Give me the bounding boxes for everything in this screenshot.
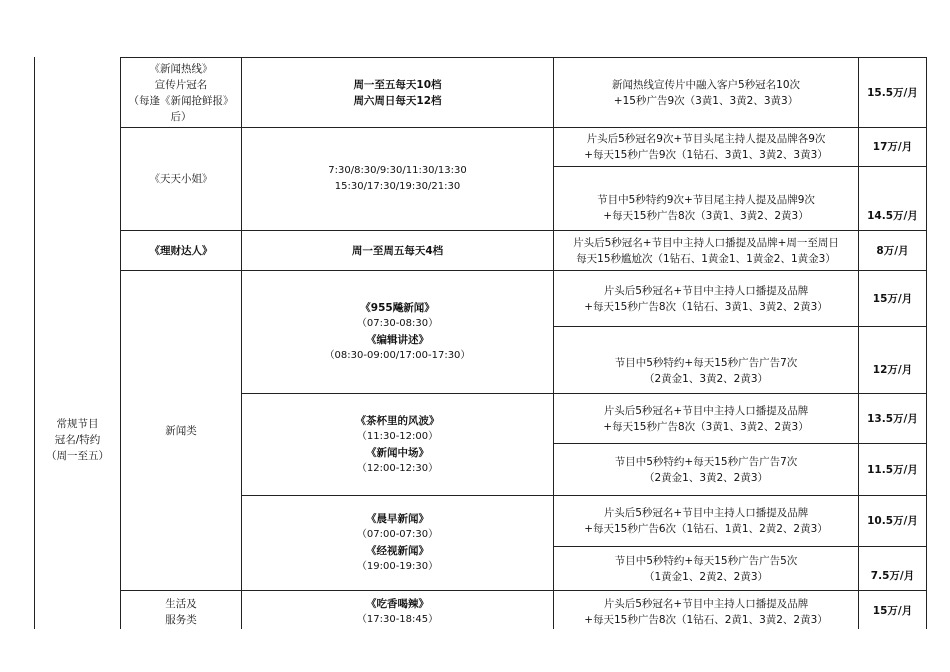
price-value: 7.5万/月 bbox=[870, 570, 915, 582]
program-licai bbox=[121, 231, 241, 270]
price-value: 8万/月 bbox=[876, 244, 909, 257]
category-line: 生活及 bbox=[165, 598, 197, 610]
price-tiantian-2 bbox=[859, 167, 926, 230]
program-name: 《晨早新闻》 bbox=[366, 513, 429, 525]
price-value: 15.5万/月 bbox=[867, 86, 918, 99]
price-news-3a bbox=[859, 496, 926, 546]
category-regular-programs bbox=[35, 400, 120, 480]
programs-news-group-3 bbox=[242, 496, 553, 590]
time-tiantian bbox=[242, 128, 553, 230]
program-time: （11:30-12:00） bbox=[356, 430, 439, 442]
content-line: 片头后5秒冠名9次+节目头尾主持人提及品牌各9次 bbox=[586, 133, 826, 145]
content-line: 节目中5秒特约+每天15秒广告广告5次 bbox=[614, 554, 798, 567]
content-line: 节目中5秒特约+每天15秒广告广告7次 bbox=[614, 455, 798, 468]
time-hotline bbox=[242, 58, 553, 127]
content-line: +15秒广告9次（3黄1、3黄2、3黄3） bbox=[613, 94, 799, 107]
content-line: +每天15秒广告8次（3黄1、3黄2、2黄3） bbox=[603, 420, 809, 433]
programs-news-group-2 bbox=[242, 394, 553, 495]
price-licai bbox=[859, 231, 926, 270]
category-news bbox=[121, 271, 241, 590]
category-line: （周一至五） bbox=[46, 450, 109, 462]
program-time: （12:00-12:30） bbox=[356, 462, 439, 474]
price-hotline bbox=[859, 58, 926, 127]
price-news-3b bbox=[859, 547, 926, 590]
content-line: （2黄金1、3黄2、2黄3） bbox=[643, 471, 769, 484]
content-line: 节目中5秒特约+每天15秒广告广告7次 bbox=[614, 357, 798, 369]
time-line: 15:30/17:30/19:30/21:30 bbox=[334, 181, 461, 192]
program-line: （每逢《新闻抢鲜报》 bbox=[128, 94, 234, 107]
content-line: 片头后5秒冠名+节目中主持人口播提及品牌+周一至周日 bbox=[573, 236, 839, 249]
content-news-2a bbox=[554, 394, 858, 443]
program-line: 《新闻热线》 bbox=[149, 62, 213, 75]
program-time: （08:30-09:00/17:00-17:30） bbox=[324, 350, 471, 361]
content-news-1b bbox=[554, 327, 858, 393]
program-hotline bbox=[121, 58, 241, 127]
program-name: 《茶杯里的风波》 bbox=[355, 414, 440, 427]
program-tiantian bbox=[121, 128, 241, 230]
price-value: 10.5万/月 bbox=[867, 515, 918, 527]
program-time: （17:30-18:45） bbox=[356, 614, 439, 625]
content-line: 片头后5秒冠名+节目中主持人口播提及品牌 bbox=[603, 507, 809, 519]
category-line: 常规节目 bbox=[56, 418, 99, 430]
program-time: （07:00-07:30） bbox=[356, 529, 439, 540]
time-line: 周一至周五每天4档 bbox=[351, 244, 444, 257]
price-news-1a bbox=[859, 271, 926, 326]
program-time: （07:30-08:30） bbox=[356, 318, 439, 329]
content-news-1a bbox=[554, 271, 858, 326]
content-line: +每天15秒广告9次（1钻石、3黄1、3黄2、3黄3） bbox=[584, 149, 828, 161]
content-hotline bbox=[554, 58, 858, 127]
time-line: 周六周日每天12档 bbox=[353, 94, 442, 107]
price-tiantian-1 bbox=[859, 128, 926, 166]
time-licai bbox=[242, 231, 553, 270]
program-name: 《经视新闻》 bbox=[366, 545, 429, 557]
content-tiantian-1 bbox=[554, 128, 858, 166]
content-line: +每天15秒广告8次（1钻石、2黄1、3黄2、2黄3） bbox=[584, 614, 828, 626]
price-news-2a bbox=[859, 394, 926, 443]
content-line: 片头后5秒冠名+节目中主持人口播提及品牌 bbox=[603, 598, 809, 610]
grid-line bbox=[34, 57, 35, 629]
program-name: 《编辑讲述》 bbox=[366, 334, 429, 346]
category-label: 新闻类 bbox=[165, 424, 197, 437]
price-value: 14.5万/月 bbox=[867, 210, 918, 222]
content-line: （2黄金1、3黄2、2黄3） bbox=[643, 373, 769, 385]
content-line: 片头后5秒冠名+节目中主持人口播提及品牌 bbox=[603, 284, 809, 297]
time-line: 周一至五每天10档 bbox=[353, 78, 442, 91]
price-value: 12万/月 bbox=[872, 364, 913, 376]
content-line: 片头后5秒冠名+节目中主持人口播提及品牌 bbox=[603, 404, 809, 417]
price-value: 17万/月 bbox=[872, 141, 913, 153]
programs-news-group-1 bbox=[242, 271, 553, 393]
content-line: +每天15秒广告8次（1钻石、3黄1、3黄2、2黄3） bbox=[584, 300, 828, 313]
price-value: 13.5万/月 bbox=[867, 412, 918, 425]
program-life bbox=[242, 591, 553, 633]
category-life-services bbox=[121, 591, 241, 633]
program-line: 后） bbox=[170, 110, 192, 123]
program-name: 《新闻中场》 bbox=[366, 446, 429, 459]
content-line: 新闻热线宣传片中融入客户5秒冠名10次 bbox=[611, 78, 801, 91]
category-line: 服务类 bbox=[165, 614, 197, 626]
price-value: 15万/月 bbox=[872, 292, 913, 305]
category-line: 冠名/特约 bbox=[54, 434, 101, 446]
program-time: （19:00-19:30） bbox=[356, 561, 439, 572]
price-value: 11.5万/月 bbox=[867, 463, 918, 476]
content-line: 节目中5秒特约9次+节目尾主持人提及品牌9次 bbox=[597, 194, 815, 206]
content-tiantian-2 bbox=[554, 167, 858, 230]
content-line: （1黄金1、2黄2、2黄3） bbox=[643, 570, 769, 583]
program-line: 《理财达人》 bbox=[149, 244, 213, 257]
program-line: 宣传片冠名 bbox=[154, 78, 208, 91]
program-name: 《955飚新闻》 bbox=[360, 302, 435, 314]
program-line: 《天天小姐》 bbox=[149, 173, 213, 185]
price-life bbox=[859, 591, 926, 631]
content-line: +每天15秒广告6次（1钻石、1黄1、2黄2、2黄3） bbox=[584, 523, 828, 535]
content-licai bbox=[554, 231, 858, 270]
content-line: 每天15秒尴尬次（1钻石、1黄金1、1黄金2、1黄金3） bbox=[576, 252, 836, 265]
price-value: 15万/月 bbox=[872, 605, 913, 617]
content-line: +每天15秒广告8次（3黄1、3黄2、2黄3） bbox=[603, 210, 809, 222]
time-line: 7:30/8:30/9:30/11:30/13:30 bbox=[328, 165, 467, 176]
content-news-3b bbox=[554, 547, 858, 590]
grid-line bbox=[926, 57, 927, 629]
price-news-2b bbox=[859, 444, 926, 495]
content-news-3a bbox=[554, 496, 858, 546]
content-life bbox=[554, 591, 858, 633]
content-news-2b bbox=[554, 444, 858, 495]
program-name: 《吃香喝辣》 bbox=[366, 598, 429, 610]
